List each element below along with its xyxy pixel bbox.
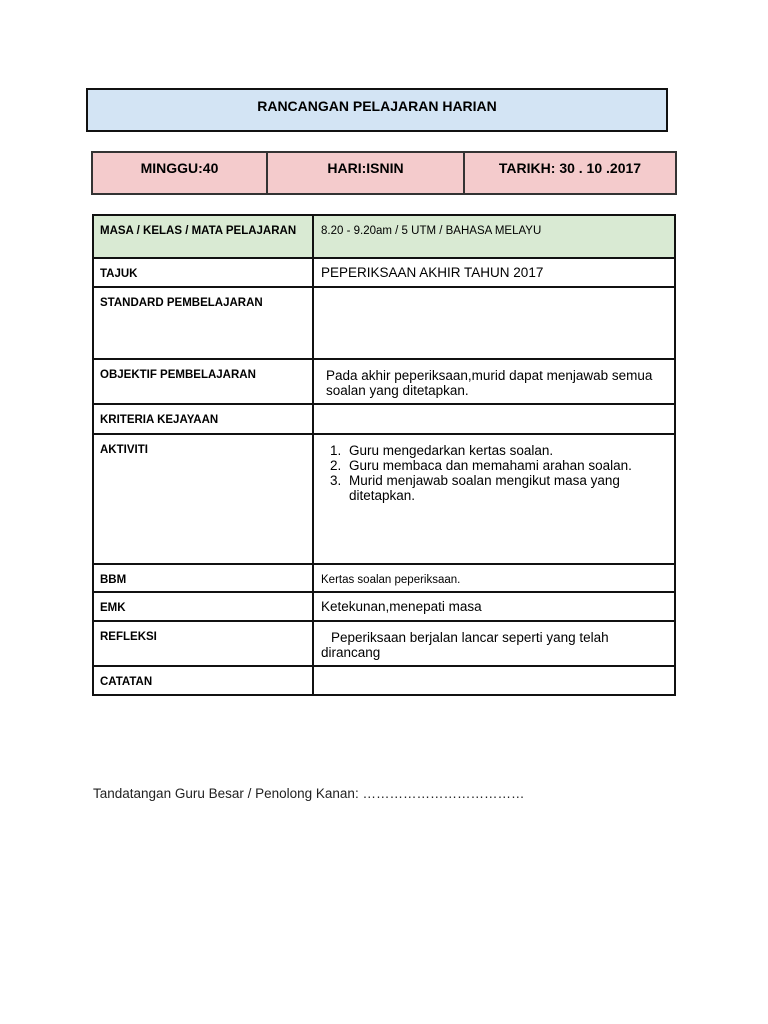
row-standard [93, 287, 675, 359]
date-cell: TARIKH: 30 . 10 .2017 [463, 153, 675, 193]
activity-list [321, 443, 667, 503]
row-kriteria [93, 404, 675, 434]
label-emk: EMK [93, 592, 313, 621]
row-tajuk [93, 258, 675, 287]
row-refleksi [93, 621, 675, 666]
value-masa: 8.20 - 9.20am / 5 UTM / BAHASA MELAYU [313, 215, 675, 258]
label-kriteria: KRITERIA KEJAYAAN [93, 404, 313, 434]
row-bbm [93, 564, 675, 592]
label-masa: MASA / KELAS / MATA PELAJARAN [93, 215, 313, 258]
activity-item: 1. Guru mengedarkan kertas soalan. [345, 443, 667, 458]
activity-item: 3. Murid menjawab soalan mengikut masa yang ditetapkan. [345, 473, 667, 503]
week-cell: MINGGU:40 [93, 153, 266, 193]
row-catatan [93, 666, 675, 695]
row-objektif [93, 359, 675, 404]
value-catatan [313, 666, 675, 695]
lesson-plan-table [92, 214, 676, 696]
label-objektif: OBJEKTIF PEMBELAJARAN [93, 359, 313, 404]
value-kriteria [313, 404, 675, 434]
row-emk [93, 592, 675, 621]
label-tajuk: TAJUK [93, 258, 313, 287]
label-aktiviti: AKTIVITI [93, 434, 313, 564]
label-bbm: BBM [93, 564, 313, 592]
value-objektif: Pada akhir peperiksaan,murid dapat menjawab semua soalan yang ditetapkan. [313, 359, 675, 404]
value-tajuk: PEPERIKSAAN AKHIR TAHUN 2017 [313, 258, 675, 287]
label-catatan: CATATAN [93, 666, 313, 695]
day-cell: HARI:ISNIN [266, 153, 463, 193]
value-standard [313, 287, 675, 359]
label-standard: STANDARD PEMBELAJARAN [93, 287, 313, 359]
value-refleksi: Peperiksaan berjalan lancar seperti yang telah dirancang [313, 621, 675, 666]
date-header-row [91, 151, 677, 195]
value-aktiviti [313, 434, 675, 564]
activity-item: 2. Guru membaca dan memahami arahan soalan. [345, 458, 667, 473]
signature-line: Tandatangan Guru Besar / Penolong Kanan: ……………………………… [93, 786, 525, 801]
document-title-box [86, 88, 668, 132]
document-title: RANCANGAN PELAJARAN HARIAN [257, 98, 497, 114]
value-bbm: Kertas soalan peperiksaan. [313, 564, 675, 592]
label-refleksi: REFLEKSI [93, 621, 313, 666]
row-masa [93, 215, 675, 258]
value-emk: Ketekunan,menepati masa [313, 592, 675, 621]
row-aktiviti [93, 434, 675, 564]
